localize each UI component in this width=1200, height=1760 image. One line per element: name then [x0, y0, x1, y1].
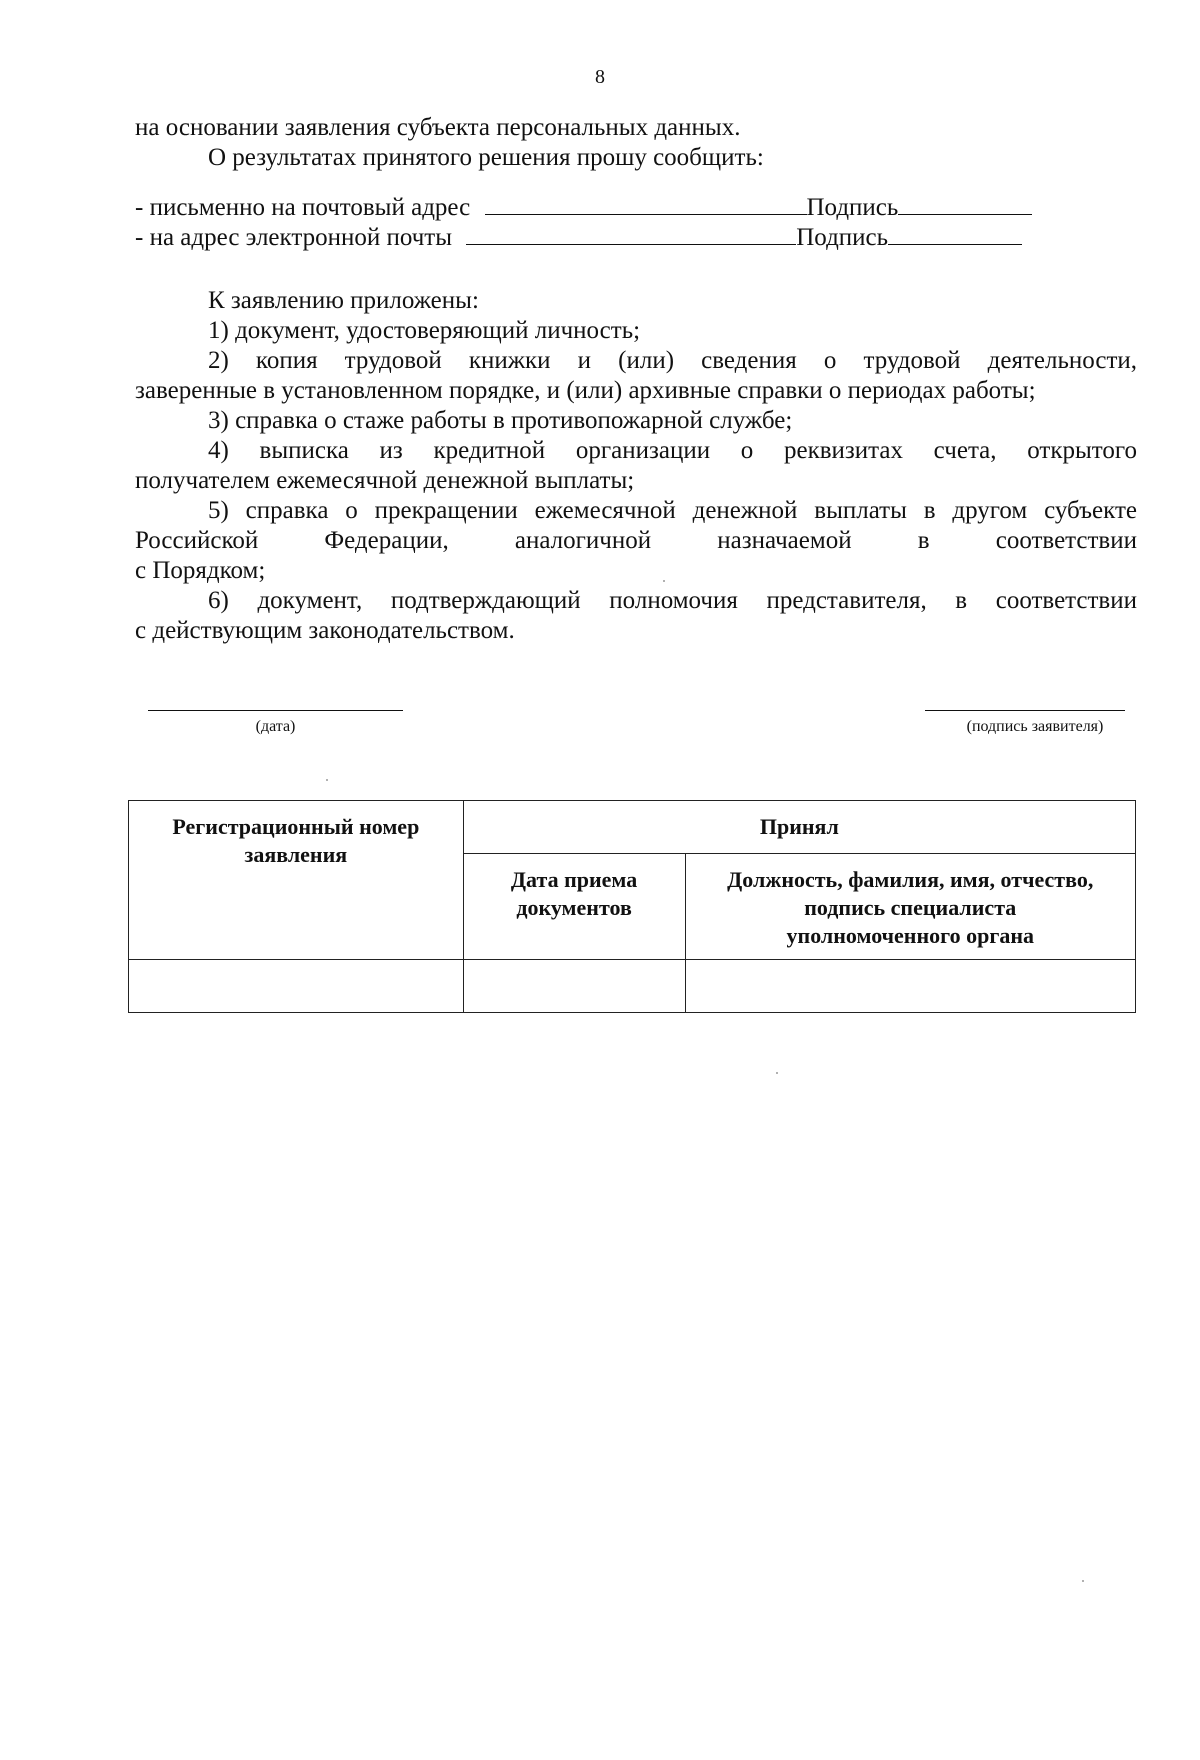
attachment-item-6-line-1: 6) документ, подтверждающий полномочия представителя, в соответствии [208, 587, 1137, 614]
attachment-item-6-line-2: с действующим законодательством. [135, 617, 515, 644]
scan-speck [1082, 1580, 1084, 1582]
intro-paragraph [135, 113, 1137, 173]
registration-table [128, 800, 1136, 1013]
attachments-heading: К заявлению приложены: [208, 287, 479, 314]
applicant-signature-line[interactable] [925, 710, 1125, 711]
email-signature-field[interactable] [888, 222, 1022, 245]
contact-postal-label: - письменно на почтовый адрес [135, 194, 471, 221]
postal-address-field[interactable] [485, 192, 807, 215]
contact-row-email [135, 222, 1022, 253]
cell-date-received[interactable] [463, 960, 685, 1013]
header-specialist: Должность, фамилия, имя, отчество, подпись специалиста уполномоченного органа [685, 854, 1135, 960]
cell-reg-number[interactable] [129, 960, 464, 1013]
attachment-item-2-line-1: 2) копия трудовой книжки и (или) сведения о трудовой деятельности, [208, 347, 1137, 374]
scan-speck [663, 580, 665, 582]
header-reg-number: Регистрационный номер заявления [129, 801, 464, 960]
notify-request: О результатах принятого решения прошу сообщить: [208, 144, 764, 171]
attachment-item-2-line-2: заверенные в установленном порядке, и (или) архивные справки о периодах работы; [135, 377, 1036, 404]
intro-continuation: на основании заявления субъекта персональных данных. [135, 114, 741, 141]
scan-speck [776, 1072, 778, 1074]
date-signature-line[interactable] [148, 710, 403, 711]
email-signature-label: Подпись [796, 224, 889, 251]
attachment-item-4-line-1: 4) выписка из кредитной организации о реквизитах счета, открытого [208, 437, 1137, 464]
scan-speck [326, 779, 328, 781]
page-number: 8 [595, 66, 605, 88]
postal-signature-field[interactable] [898, 192, 1032, 215]
date-caption: (дата) [255, 718, 296, 735]
cell-specialist[interactable] [685, 960, 1135, 1013]
attachment-item-5-line-2: Российской Федерации, аналогичной назначаемой в соответствии [135, 527, 1137, 554]
attachment-item-1: 1) документ, удостоверяющий личность; [208, 317, 641, 344]
attachment-item-5-line-3: с Порядком; [135, 557, 266, 584]
attachments-list [135, 286, 1137, 646]
postal-signature-label: Подпись [806, 194, 899, 221]
applicant-signature-caption: (подпись заявителя) [966, 718, 1104, 735]
attachment-item-3: 3) справка о стаже работы в противопожарной службе; [208, 407, 793, 434]
header-accepted: Принял [463, 801, 1135, 854]
attachment-item-5-line-1: 5) справка о прекращении ежемесячной денежной выплаты в другом субъекте [208, 497, 1137, 524]
table-row [129, 960, 1136, 1013]
contact-email-label: - на адрес электронной почты [135, 224, 452, 251]
attachment-item-4-line-2: получателем ежемесячной денежной выплаты; [135, 467, 635, 494]
email-address-field[interactable] [466, 222, 796, 245]
contact-row-postal [135, 192, 1032, 223]
header-date-received: Дата приема документов [463, 854, 685, 960]
